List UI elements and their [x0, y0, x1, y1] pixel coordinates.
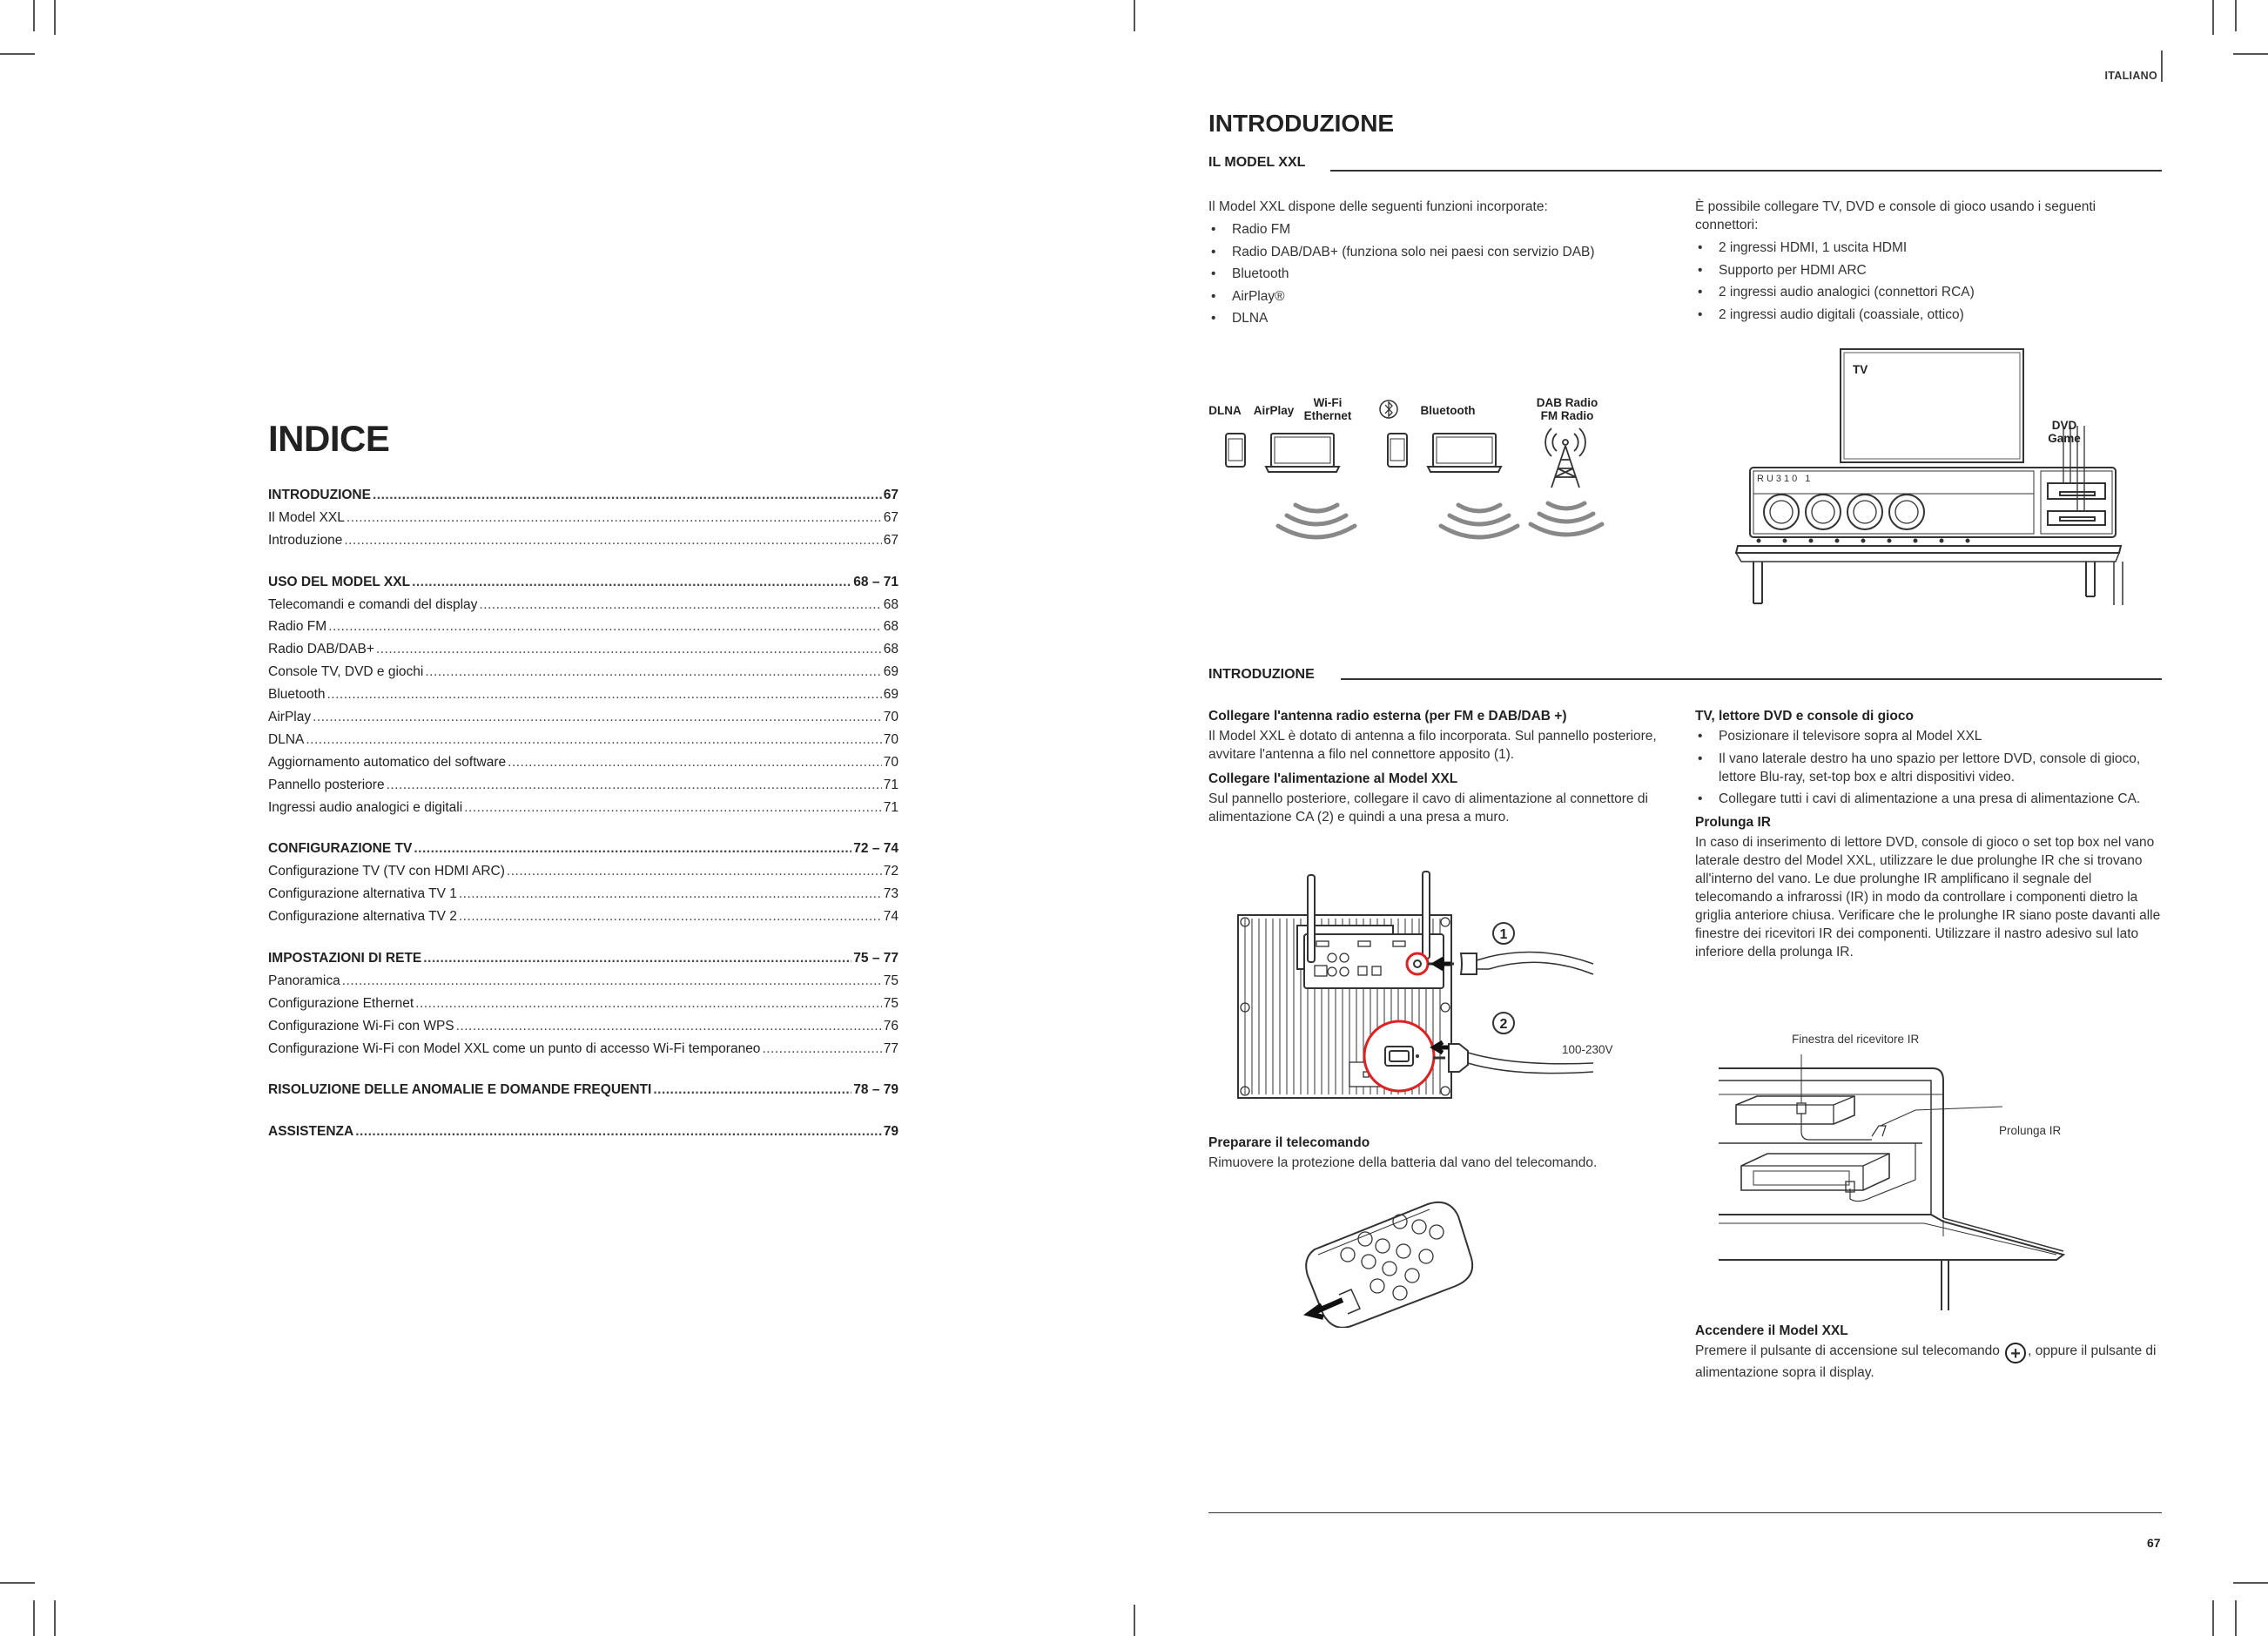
toc-entry-page: 68	[883, 642, 898, 657]
connectors-intro: È possibile collegare TV, DVD e console di gioco usando i seguenti connettori:	[1695, 199, 2096, 232]
label-tv: TV	[1853, 363, 1868, 376]
heading-tv: TV, lettore DVD e console di gioco	[1695, 709, 1914, 724]
crop-mark	[2235, 0, 2237, 31]
heading-antenna: Collegare l'antenna radio esterna (per FM e DAB/DAB +)	[1208, 709, 1567, 724]
toc-entry-label: USO DEL MODEL XXL	[268, 574, 411, 589]
toc-group	[268, 1079, 898, 1101]
toc-entry-page: 74	[883, 909, 898, 925]
toc-group	[268, 1121, 898, 1143]
feature-item: • Radio FM	[1208, 220, 1679, 239]
toc-entry-page: 67	[883, 488, 898, 502]
toc-entry[interactable]	[268, 706, 898, 729]
toc-leader-dots	[342, 970, 882, 993]
heading-power-on: Accendere il Model XXL	[1695, 1323, 1848, 1338]
toc-entry[interactable]	[268, 1121, 898, 1143]
toc-leader-dots	[415, 993, 882, 1015]
toc-entry-label: DLNA	[268, 731, 305, 747]
crop-mark	[2233, 53, 2268, 55]
toc-entry-label: Configurazione alternativa TV 1	[268, 886, 457, 902]
toc-entry[interactable]	[268, 507, 898, 529]
toc-entry-label: IMPOSTAZIONI DI RETE	[268, 951, 422, 966]
toc-entry[interactable]	[268, 838, 898, 860]
toc-entry-label: Il Model XXL	[268, 509, 345, 525]
toc-entry-page: 76	[883, 1018, 898, 1033]
rear-panel-diagram	[1228, 866, 1619, 1101]
toc-entry[interactable]	[268, 906, 898, 928]
toc-entry-label: Configurazione TV (TV con HDMI ARC)	[268, 864, 505, 879]
toc-entry-page: 67	[883, 532, 898, 548]
label-wifi: Wi-Fi Ethernet	[1303, 396, 1352, 422]
tv-list	[1695, 727, 2162, 808]
toc-leader-dots	[425, 661, 881, 683]
toc-entry-label: Radio FM	[268, 619, 327, 635]
section-title-model: IL MODEL XXL	[1208, 155, 1306, 170]
label-dvd-game: DVD Game	[2048, 419, 2081, 445]
power-button-icon: +	[2005, 1343, 2026, 1363]
toc-entry[interactable]	[268, 970, 898, 993]
toc-leader-dots	[479, 594, 881, 616]
toc-entry[interactable]	[268, 661, 898, 683]
signal-waves-icon	[1441, 505, 1518, 537]
toc-entry[interactable]	[268, 774, 898, 797]
page-title: INTRODUZIONE	[1208, 110, 1395, 137]
toc-leader-dots	[464, 797, 882, 819]
toc-entry-page: 68 – 71	[853, 574, 898, 589]
toc-entry-label: Console TV, DVD e giochi	[268, 664, 424, 680]
label-ir-window: Finestra del ricevitore IR	[1792, 1033, 1920, 1046]
callout-2: 2	[1499, 1017, 1508, 1032]
toc-leader-dots	[507, 860, 882, 883]
toc-entry-page: 71	[883, 777, 898, 792]
label-dlna: DLNA	[1208, 404, 1242, 417]
feature-item: • Bluetooth	[1208, 265, 1679, 283]
crop-mark	[33, 1600, 35, 1636]
text-power-on-2: , oppure il pulsante di alimentazione sopra il display.	[1695, 1343, 2157, 1380]
crop-mark	[0, 1582, 35, 1584]
crop-mark	[33, 0, 35, 31]
connectivity-diagram	[1201, 392, 1619, 540]
toc-entry[interactable]	[268, 529, 898, 552]
toc-entry-page: 72 – 74	[853, 841, 898, 857]
crop-mark	[2212, 0, 2214, 35]
connector-item: • 2 ingressi HDMI, 1 uscita HDMI	[1695, 239, 2148, 257]
toc-entry[interactable]	[268, 993, 898, 1015]
toc-entry-label: Configurazione Wi-Fi con Model XXL come un punto di accesso Wi-Fi temporaneo	[268, 1040, 761, 1056]
toc-entry-page: 68	[883, 596, 898, 612]
section-rule	[1341, 678, 2162, 680]
toc-leader-dots	[355, 1121, 882, 1143]
toc-entry-page: 71	[883, 799, 898, 815]
toc-entry[interactable]	[268, 860, 898, 883]
crop-mark	[2212, 1600, 2214, 1636]
label-ir-extension: Prolunga IR	[1999, 1124, 2062, 1137]
toc-leader-dots	[412, 571, 851, 594]
feature-item: • DLNA	[1208, 309, 1679, 327]
toc-leader-dots	[344, 529, 881, 552]
toc-entry-page: 75 – 77	[853, 951, 898, 966]
text-power: Sul pannello posteriore, collegare il cavo di alimentazione al connettore di alimentazione CA (2) e quindi a una presa a muro.	[1208, 791, 1648, 825]
crop-mark	[1134, 1605, 1135, 1636]
toc-entry-label: CONFIGURAZIONE TV	[268, 841, 413, 857]
laptop-icon	[1266, 434, 1339, 472]
toc-entry-label: Panoramica	[268, 973, 340, 988]
connector-item: • 2 ingressi audio digitali (coassiale, ottico)	[1695, 306, 2148, 324]
toc-leader-dots	[313, 706, 882, 729]
toc-leader-dots	[376, 638, 882, 661]
section-rule	[1330, 170, 2162, 172]
toc-title: INDICE	[268, 418, 390, 459]
toc-entry-page: 70	[883, 731, 898, 747]
right-instructions	[1695, 707, 2162, 966]
toc-groups	[268, 484, 898, 1143]
crop-mark	[54, 0, 56, 35]
toc-entry[interactable]	[268, 571, 898, 594]
toc-entry[interactable]	[268, 947, 898, 970]
connector-item: • 2 ingressi audio analogici (connettori RCA)	[1695, 283, 2148, 301]
label-airplay: AirPlay	[1253, 404, 1295, 417]
toc-entry[interactable]	[268, 594, 898, 616]
toc-leader-dots	[653, 1079, 851, 1101]
connectors-list	[1695, 239, 2148, 324]
toc-entry-page: 68	[883, 619, 898, 635]
toc-leader-dots	[328, 616, 882, 638]
label-bluetooth: Bluetooth	[1420, 404, 1476, 417]
toc-entry-label: Aggiornamento automatico del software	[268, 754, 507, 770]
callout-1: 1	[1499, 927, 1508, 942]
toc-entry-page: 70	[883, 710, 898, 725]
crop-mark	[2235, 1600, 2237, 1636]
toc-entry-label: Ingressi audio analogici e digitali	[268, 799, 463, 815]
toc-leader-dots	[508, 751, 882, 774]
toc-entry[interactable]	[268, 638, 898, 661]
toc-group	[268, 484, 898, 552]
table-of-contents	[268, 418, 898, 1162]
page-number: 67	[2147, 1536, 2161, 1550]
heading-power: Collegare l'alimentazione al Model XXL	[1208, 771, 1458, 786]
footer-rule	[1208, 1512, 2162, 1513]
tv-speaker-diagram	[1733, 344, 2124, 623]
features-intro: Il Model XXL dispone delle seguenti funzioni incorporate:	[1208, 199, 1548, 214]
toc-entry-page: 67	[883, 509, 898, 525]
radio-antenna-icon	[1545, 428, 1585, 488]
laptop-icon	[1428, 434, 1501, 472]
toc-leader-dots	[459, 883, 882, 906]
text-antenna: Il Model XXL è dotato di antenna a filo incorporata. Sul pannello posteriore, avvitare l'antenna a filo nel connettore apposito (1).	[1208, 729, 1657, 762]
toc-leader-dots	[387, 774, 882, 797]
power-on-instructions	[1695, 1322, 2162, 1386]
toc-entry-page: 69	[883, 664, 898, 680]
text-power-on-1: Premere il pulsante di accensione sul telecomando	[1695, 1343, 2000, 1358]
voltage-label: 100-230V	[1562, 1043, 1613, 1056]
crop-mark	[54, 1600, 56, 1636]
connectors-column	[1695, 198, 2148, 327]
text-power-on	[1695, 1342, 2162, 1382]
toc-entry-page: 75	[883, 995, 898, 1011]
toc-group	[268, 947, 898, 1060]
toc-entry[interactable]	[268, 1079, 898, 1101]
text-ir: In caso di inserimento di lettore DVD, console di gioco o set top box nel vano laterale destro del Model XXL, utilizzare le due prolunghe IR che si trovano all'interno del vano. Le due prolunghe IR amplificano il segnale del telecomando a infrarossi (IR) in modo da controllare i componenti dietro la griglia anteriore chiusa. Verificare che le prolunghe IR siano poste davanti alle finestre dei ricevitori IR dei componenti. Utilizzare il nastro adesivo sul lato inferiore della prolunga IR.	[1695, 835, 2161, 959]
toc-entry-page: 70	[883, 754, 898, 770]
toc-entry[interactable]	[268, 729, 898, 751]
remote-diagram	[1297, 1197, 1497, 1328]
arrow-icon	[1309, 1300, 1343, 1317]
crop-mark	[1134, 0, 1135, 31]
crop-mark	[0, 53, 35, 55]
remote-instructions	[1208, 1134, 1679, 1176]
toc-entry-label: Configurazione Wi-Fi con WPS	[268, 1018, 454, 1033]
toc-entry-page: 79	[883, 1124, 898, 1140]
label-dab: DAB Radio FM Radio	[1536, 396, 1598, 422]
signal-waves-icon	[1278, 505, 1355, 537]
toc-entry-page: 78 – 79	[853, 1082, 898, 1098]
toc-entry[interactable]	[268, 751, 898, 774]
features-list	[1208, 220, 1679, 327]
toc-leader-dots	[459, 906, 882, 928]
arrow-icon	[1435, 959, 1450, 969]
toc-entry-label: AirPlay	[268, 710, 312, 725]
toc-entry[interactable]	[268, 883, 898, 906]
toc-entry-label: Pannello posteriore	[268, 777, 385, 792]
toc-group	[268, 571, 898, 819]
toc-entry[interactable]	[268, 1015, 898, 1038]
section-title-intro: INTRODUZIONE	[1208, 667, 1315, 682]
feature-item: • AirPlay®	[1208, 287, 1679, 306]
toc-leader-dots	[423, 947, 851, 970]
toc-entry[interactable]	[268, 797, 898, 819]
heading-ir: Prolunga IR	[1695, 815, 1771, 830]
ir-extension-diagram	[1715, 1049, 2072, 1319]
feature-item: • Radio DAB/DAB+ (funziona solo nei paesi con servizio DAB)	[1208, 243, 1679, 261]
tv-instruction-item: • Collegare tutti i cavi di alimentazione a una presa di alimentazione CA.	[1695, 790, 2162, 808]
toc-leader-dots	[762, 1038, 881, 1060]
toc-entry[interactable]	[268, 683, 898, 706]
bluetooth-icon	[1380, 401, 1397, 418]
toc-leader-dots	[373, 484, 882, 507]
toc-entry-label: RISOLUZIONE DELLE ANOMALIE E DOMANDE FREQUENTI	[268, 1082, 652, 1098]
crop-mark	[2233, 1582, 2268, 1584]
toc-entry-label: Configurazione alternativa TV 2	[268, 909, 457, 925]
toc-group	[268, 838, 898, 928]
features-column	[1208, 198, 1679, 332]
toc-entry-page: 77	[883, 1040, 898, 1056]
toc-entry[interactable]	[268, 484, 898, 507]
toc-entry-label: INTRODUZIONE	[268, 488, 371, 502]
speaker-display-text: RU310 1	[1757, 474, 1814, 484]
heading-remote: Preparare il telecomando	[1208, 1135, 1370, 1150]
toc-entry-label: Telecomandi e comandi del display	[268, 596, 478, 612]
crop-mark	[2161, 50, 2163, 82]
toc-leader-dots	[347, 507, 882, 529]
toc-entry-label: Introduzione	[268, 532, 343, 548]
toc-entry[interactable]	[268, 616, 898, 638]
toc-entry-label: ASSISTENZA	[268, 1124, 354, 1140]
connector-item: • Supporto per HDMI ARC	[1695, 261, 2148, 279]
toc-entry-label: Radio DAB/DAB+	[268, 642, 374, 657]
toc-entry-page: 69	[883, 687, 898, 703]
arrow-icon	[1434, 1042, 1449, 1053]
toc-leader-dots	[306, 729, 881, 751]
toc-entry-page: 72	[883, 864, 898, 879]
language-tab: ITALIANO	[2104, 70, 2157, 82]
text-remote: Rimuovere la protezione della batteria dal vano del telecomando.	[1208, 1155, 1598, 1170]
toc-leader-dots	[327, 683, 882, 706]
toc-leader-dots	[414, 838, 851, 860]
toc-entry-page: 75	[883, 973, 898, 988]
left-instructions	[1208, 707, 1679, 831]
signal-waves-icon	[1531, 503, 1602, 535]
toc-entry-page: 73	[883, 886, 898, 902]
tv-instruction-item: • Il vano laterale destro ha uno spazio per lettore DVD, console di gioco, lettore Blu-ray, set-top box e altri dispositivi video.	[1695, 750, 2162, 786]
toc-leader-dots	[456, 1015, 882, 1038]
toc-entry[interactable]	[268, 1038, 898, 1060]
tv-instruction-item: • Posizionare il televisore sopra al Model XXL	[1695, 727, 2162, 745]
toc-entry-label: Bluetooth	[268, 687, 326, 703]
toc-entry-label: Configurazione Ethernet	[268, 995, 414, 1011]
